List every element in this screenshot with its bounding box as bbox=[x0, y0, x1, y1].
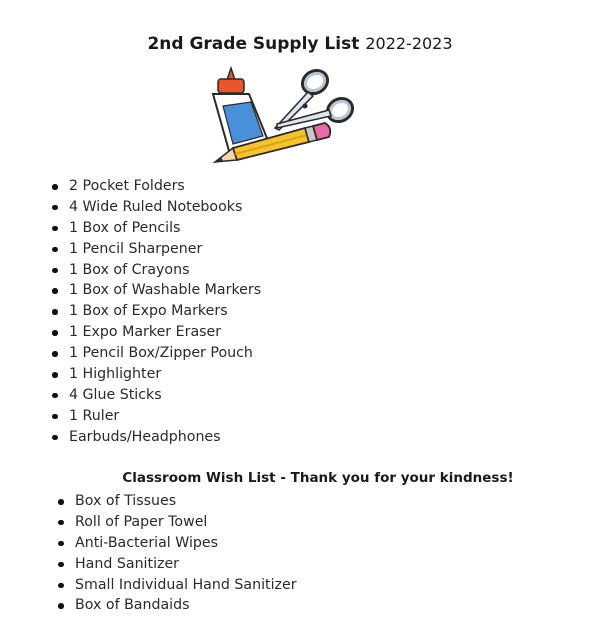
list-item: 1 Expo Marker Eraser bbox=[69, 322, 261, 343]
list-item: 1 Ruler bbox=[69, 406, 261, 427]
school-year: 2022-2023 bbox=[365, 34, 453, 53]
list-item: 1 Box of Pencils bbox=[69, 218, 261, 239]
list-item: 1 Pencil Box/Zipper Pouch bbox=[69, 343, 261, 364]
list-item: 4 Wide Ruled Notebooks bbox=[69, 197, 261, 218]
list-item: 1 Box of Crayons bbox=[69, 260, 261, 281]
list-item: Earbuds/Headphones bbox=[69, 427, 261, 448]
list-item: 1 Pencil Sharpener bbox=[69, 239, 261, 260]
list-item: Hand Sanitizer bbox=[75, 554, 297, 575]
supply-list bbox=[69, 176, 261, 448]
list-item: 1 Box of Expo Markers bbox=[69, 301, 261, 322]
title-text: 2nd Grade Supply List bbox=[147, 34, 360, 54]
school-supplies-clipart-icon bbox=[205, 66, 365, 176]
list-item: 2 Pocket Folders bbox=[69, 176, 261, 197]
list-item: 4 Glue Sticks bbox=[69, 385, 261, 406]
list-item: 1 Box of Washable Markers bbox=[69, 280, 261, 301]
list-item: Roll of Paper Towel bbox=[75, 512, 297, 533]
list-item: Anti-Bacterial Wipes bbox=[75, 533, 297, 554]
scissors-icon bbox=[275, 66, 357, 130]
list-item: Small Individual Hand Sanitizer bbox=[75, 575, 297, 596]
wish-list bbox=[75, 491, 297, 616]
page-title bbox=[0, 34, 600, 54]
list-item: Box of Tissues bbox=[75, 491, 297, 512]
list-item: Box of Bandaids bbox=[75, 595, 297, 616]
wish-list-heading: Classroom Wish List - Thank you for your kindness! bbox=[122, 470, 514, 486]
list-item: 1 Highlighter bbox=[69, 364, 261, 385]
